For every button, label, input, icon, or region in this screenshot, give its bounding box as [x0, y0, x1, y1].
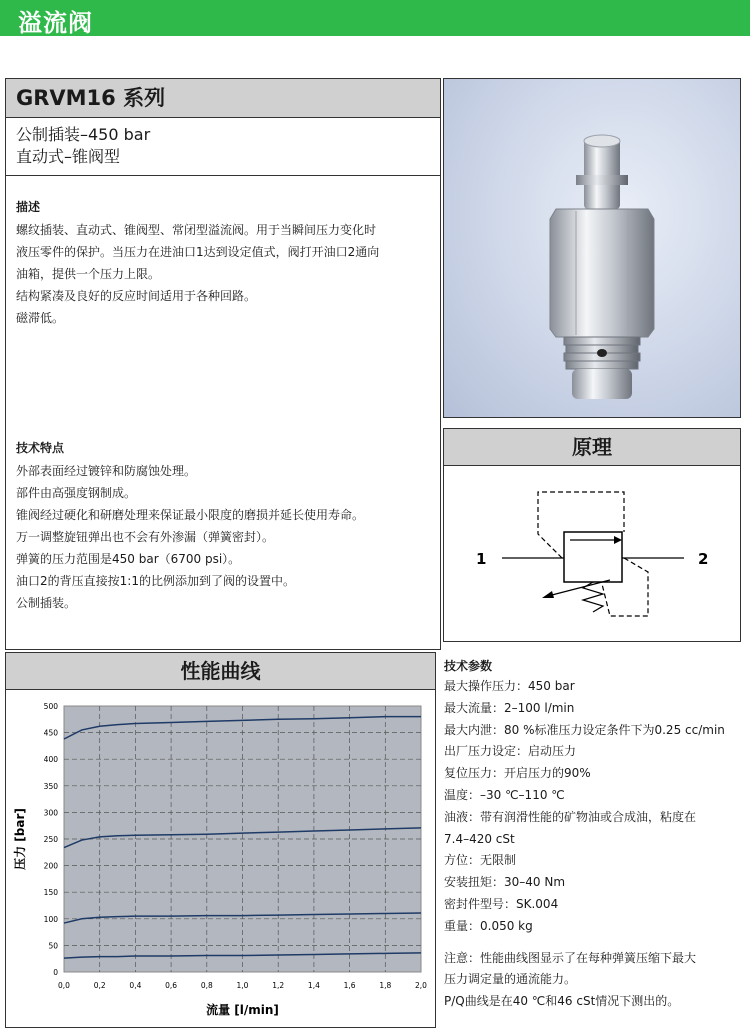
y-tick-label: 100	[43, 914, 58, 924]
x-tick-label: 0,0	[58, 981, 70, 990]
x-tick-label: 1,2	[272, 981, 285, 990]
y-tick-label: 0	[53, 968, 58, 977]
performance-chart	[6, 690, 435, 1028]
principle-heading: 原理	[444, 429, 740, 466]
param-line: 密封件型号：SK.004	[444, 896, 559, 911]
feature-line: 万一调整旋钮弹出也不会有外渗漏（弹簧密封）。	[16, 530, 275, 544]
y-axis-label: 压力 [bar]	[13, 808, 27, 870]
param-line: 温度：–30 ℃–110 ℃	[444, 787, 565, 802]
params-heading: 技术参数	[444, 659, 493, 673]
x-tick-label: 1,6	[343, 981, 356, 990]
note-line: 注意：性能曲线图显示了在每种弹簧压缩下最大	[444, 950, 697, 965]
port-2-label: 2	[698, 550, 709, 568]
description-line: 结构紧凑及良好的反应时间适用于各种回路。	[16, 289, 257, 303]
subtitle-block	[6, 118, 440, 176]
port-1-label: 1	[476, 550, 487, 568]
subtitle-line-2: 直动式–锥阀型	[16, 147, 121, 166]
param-line: 重量：0.050 kg	[444, 918, 533, 933]
params-list	[444, 676, 744, 938]
feature-line: 外部表面经过镀锌和防腐蚀处理。	[16, 464, 197, 478]
y-tick-label: 200	[43, 861, 58, 871]
description-line: 液压零件的保护。当压力在进油口1达到设定值式，阀打开油口2通向	[16, 245, 380, 259]
performance-box	[5, 652, 436, 1028]
description-line: 磁滞低。	[16, 311, 65, 325]
y-tick-label: 250	[43, 835, 58, 844]
x-axis-label: 流量 [l/min]	[206, 1003, 279, 1017]
y-tick-label: 500	[43, 702, 58, 711]
principle-box	[443, 428, 741, 642]
banner-title: 溢流阀	[18, 9, 93, 37]
product-photo	[443, 78, 741, 418]
param-line: 最大操作压力：450 bar	[444, 679, 575, 693]
adjust-arrowhead	[542, 591, 554, 598]
info-box	[5, 78, 441, 650]
feature-line: 公制插装。	[16, 596, 77, 610]
y-tick-label: 350	[43, 781, 58, 791]
y-tick-label: 150	[43, 888, 58, 898]
description-text	[16, 219, 430, 329]
text-area	[6, 176, 440, 614]
x-tick-label: 2,0	[415, 981, 427, 990]
y-tick-label: 300	[43, 808, 58, 818]
x-tick-label: 0,8	[200, 981, 213, 990]
series-title: GRVM16 系列	[6, 79, 440, 118]
param-line: 安装扭矩：30–40 Nm	[444, 875, 566, 890]
x-tick-label: 1,4	[307, 981, 320, 990]
param-line: 方位：无限制	[444, 853, 517, 868]
note-line: 压力调定量的通流能力。	[444, 972, 577, 987]
y-tick-label: 450	[43, 728, 58, 738]
x-tick-label: 0,2	[93, 981, 106, 990]
description-heading: 描述	[16, 200, 41, 214]
description-line: 螺纹插装、直动式、锥阀型、常闭型溢流阀。用于当瞬间压力变化时	[16, 223, 377, 237]
param-line: 7.4–420 cSt	[444, 831, 515, 846]
x-tick-label: 1,0	[236, 981, 249, 990]
tech-params	[444, 652, 744, 1013]
y-tick-label: 50	[48, 941, 58, 951]
param-line: 最大流量：2–100 l/min	[444, 700, 575, 715]
y-tick-label: 400	[43, 755, 58, 765]
x-tick-label: 0,4	[129, 981, 142, 990]
top-banner	[0, 0, 750, 36]
feature-line: 部件由高强度钢制成。	[16, 486, 137, 500]
param-line: 出厂压力设定：启动压力	[444, 744, 577, 759]
hydraulic-symbol	[444, 466, 740, 642]
feature-line: 油口2的背压直接按1:1的比例添加到了阀的设置中。	[16, 574, 295, 588]
x-tick-label: 1,8	[379, 981, 392, 990]
note-line: P/Q曲线是在40 ℃和46 cSt情况下测出的。	[444, 994, 680, 1009]
param-line: 油液：带有润滑性能的矿物油或合成油，粘度在	[444, 809, 697, 824]
description-line: 油箱，提供一个压力上限。	[16, 267, 161, 281]
feature-line: 锥阀经过硬化和研磨处理来保证最小限度的磨损并延长使用寿命。	[16, 508, 365, 522]
param-line: 复位压力：开启压力的90%	[444, 766, 591, 781]
subtitle-line-1: 公制插装–450 bar	[16, 125, 151, 144]
features-heading: 技术特点	[16, 441, 65, 455]
performance-heading: 性能曲线	[6, 653, 435, 690]
params-note	[444, 948, 744, 1013]
feature-line: 弹簧的压力范围是450 bar（6700 psi）。	[16, 552, 241, 566]
features-text	[16, 460, 430, 614]
param-line: 最大内泄：80 %标准压力设定条件下为0.25 cc/min	[444, 722, 725, 737]
x-tick-label: 0,6	[165, 981, 178, 990]
valve-illustration	[444, 79, 741, 418]
